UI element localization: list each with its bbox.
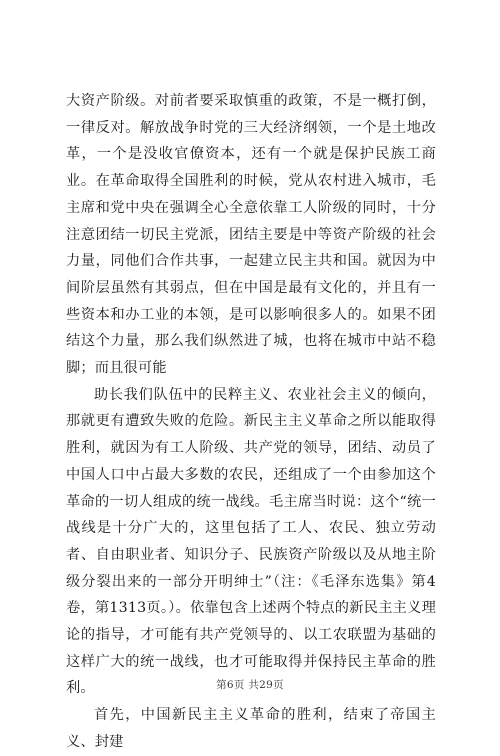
page-footer: 第6页 共29页 [216, 679, 284, 691]
paragraph-2: 助长我们队伍中的民粹主义、农业社会主义的倾向，那就更有遭致失败的危险。新民主主义革命之所以能取得胜利，就因为有工人阶级、共产党的领导，团结、动员了中国人口中占最大多数的农民，还组成了一个由参加这个革命的一切人组成的统一战线。毛主席当时说：这个“统一战线是十分广大的，这里包括了工人、农民、独立劳动者、自由职业者、知识分子、民族资产阶级以及从地主阶级分裂出来的一部分开明绅士”（注：《毛泽东选集》第4卷，第1313页。）。依靠包含上述两个特点的新民主主义理论的指导，才可能有共产党领导的、以工农联盟为基础的这样广大的统一战线，也才可能取得并保持民主革命的胜利。 [66, 386, 436, 697]
paragraph-1: 大资产阶级。对前者要采取慎重的政策，不是一概打倒，一律反对。解放战争时党的三大经济纲领，一个是土地改革，一个是没收官僚资本，还有一个就是保护民族工商业。在革命取得全国胜利的时候，党从农村进入城市，毛主席和党中央在强调全心全意依靠工人阶级的同时，十分注意团结一切民主党派，团结主要是中等资产阶级的社会力量，同他们合作共事，一起建立民主共和国。就因为中间阶层虽然有其弱点，但在中国是最有文化的，并且有一些资本和办工业的本领，是可以影响很多人的。如果不团结这个力量，那么我们纵然进了城，也将在城市中站不稳脚；而且很可能 [66, 93, 436, 377]
paragraph-3: 首先，中国新民主主义革命的胜利，结束了帝国主义、封建 [66, 707, 436, 750]
document-body [66, 88, 436, 756]
